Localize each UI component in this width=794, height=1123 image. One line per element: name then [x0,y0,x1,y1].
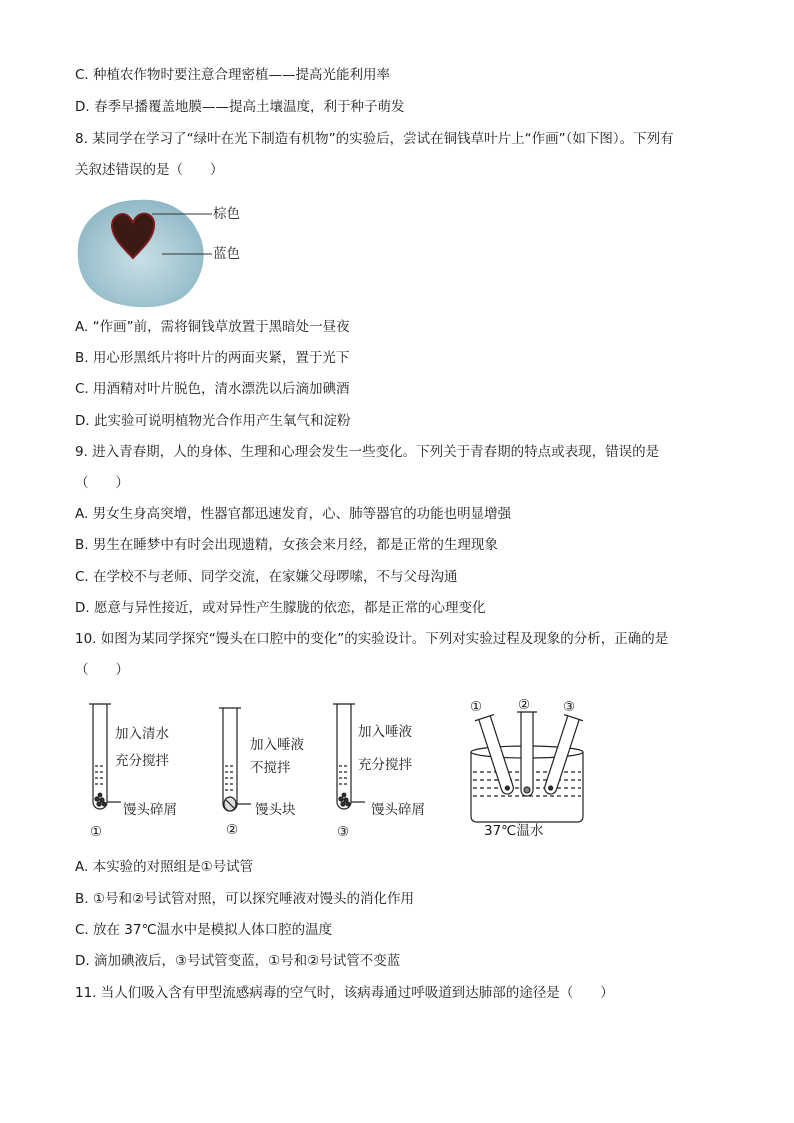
option-9d: D. 愿意与异性接近，或对异性产生朦胧的依恋，都是正常的心理变化 [75,600,486,616]
tube1-label1: 加入清水 [115,726,169,742]
question-11: 11. 当人们吸入含有甲型流感病毒的空气时，该病毒通过呼吸道到达肺部的途径是（ ） [75,985,614,1001]
beaker-number-1: ① [470,699,483,715]
option-7c: C. 种植农作物时要注意合理密植——提高光能利用率 [75,67,391,83]
beaker-caption: 37℃温水 [484,823,544,839]
tube2-label2: 不搅拌 [250,760,291,776]
tube2-bottom: 馒头块 [255,802,296,818]
beaker-number-3: ③ [563,699,576,715]
question-10-line2: （ ） [75,662,129,678]
beaker-number-2: ② [518,697,531,713]
tube3-bottom: 馒头碎屑 [371,802,425,818]
tube1-bottom: 馒头碎屑 [123,802,177,818]
question-8-line2: 关叙述错误的是（ ） [75,162,224,178]
tube3-label2: 充分搅拌 [358,757,412,773]
beaker [471,712,583,822]
question-10-line1: 10. 如图为某同学探究“馒头在口腔中的变化”的实验设计。下列对实验过程及现象的分析，正确的是 [75,631,669,647]
option-10b: B. ①号和②号试管对照，可以探究唾液对馒头的消化作用 [75,891,415,907]
option-7d: D. 春季早播覆盖地膜——提高土壤温度，利于种子萌发 [75,99,405,115]
tube3-number: ③ [337,824,350,840]
option-10a: A. 本实验的对照组是①号试管 [75,859,254,875]
tube1-number: ① [90,824,103,840]
option-10d: D. 滴加碘液后，③号试管变蓝，①号和②号试管不变蓝 [75,953,401,969]
tube2-label1: 加入唾液 [250,737,304,753]
question-9-line1: 9. 进入青春期，人的身体、生理和心理会发生一些变化。下列关于青春期的特点或表现，错误的是 [75,444,660,460]
option-9c: C. 在学校不与老师、同学交流，在家嫌父母啰嗦，不与父母沟通 [75,569,458,585]
tube1-label2: 充分搅拌 [115,753,169,769]
option-9b: B. 男生在睡梦中有时会出现遗精，女孩会来月经，都是正常的生理现象 [75,537,498,553]
option-8a: A. “作画”前，需将铜钱草放置于黑暗处一昼夜 [75,319,350,335]
question-8-line1: 8. 某同学在学习了“绿叶在光下制造有机物”的实验后，尝试在铜钱草叶片上“作画”（如下图）。下列有 [75,131,674,147]
question-9-line2: （ ） [75,475,129,491]
option-8b: B. 用心形黑纸片将叶片的两面夹紧，置于光下 [75,350,350,366]
label-blue: 蓝色 [213,246,240,262]
option-9a: A. 男女生身高突增，性器官都迅速发育，心、肺等器官的功能也明显增强 [75,506,512,522]
label-brown: 棕色 [213,206,240,222]
option-10c: C. 放在 37℃温水中是模拟人体口腔的温度 [75,922,333,938]
tube3-label1: 加入唾液 [358,724,412,740]
option-8c: C. 用酒精对叶片脱色，清水漂洗以后滴加碘酒 [75,381,350,397]
option-8d: D. 此实验可说明植物光合作用产生氧气和淀粉 [75,413,351,429]
tube2-number: ② [226,822,239,838]
test-tube-2 [219,708,251,811]
leaf-figure [70,192,270,312]
